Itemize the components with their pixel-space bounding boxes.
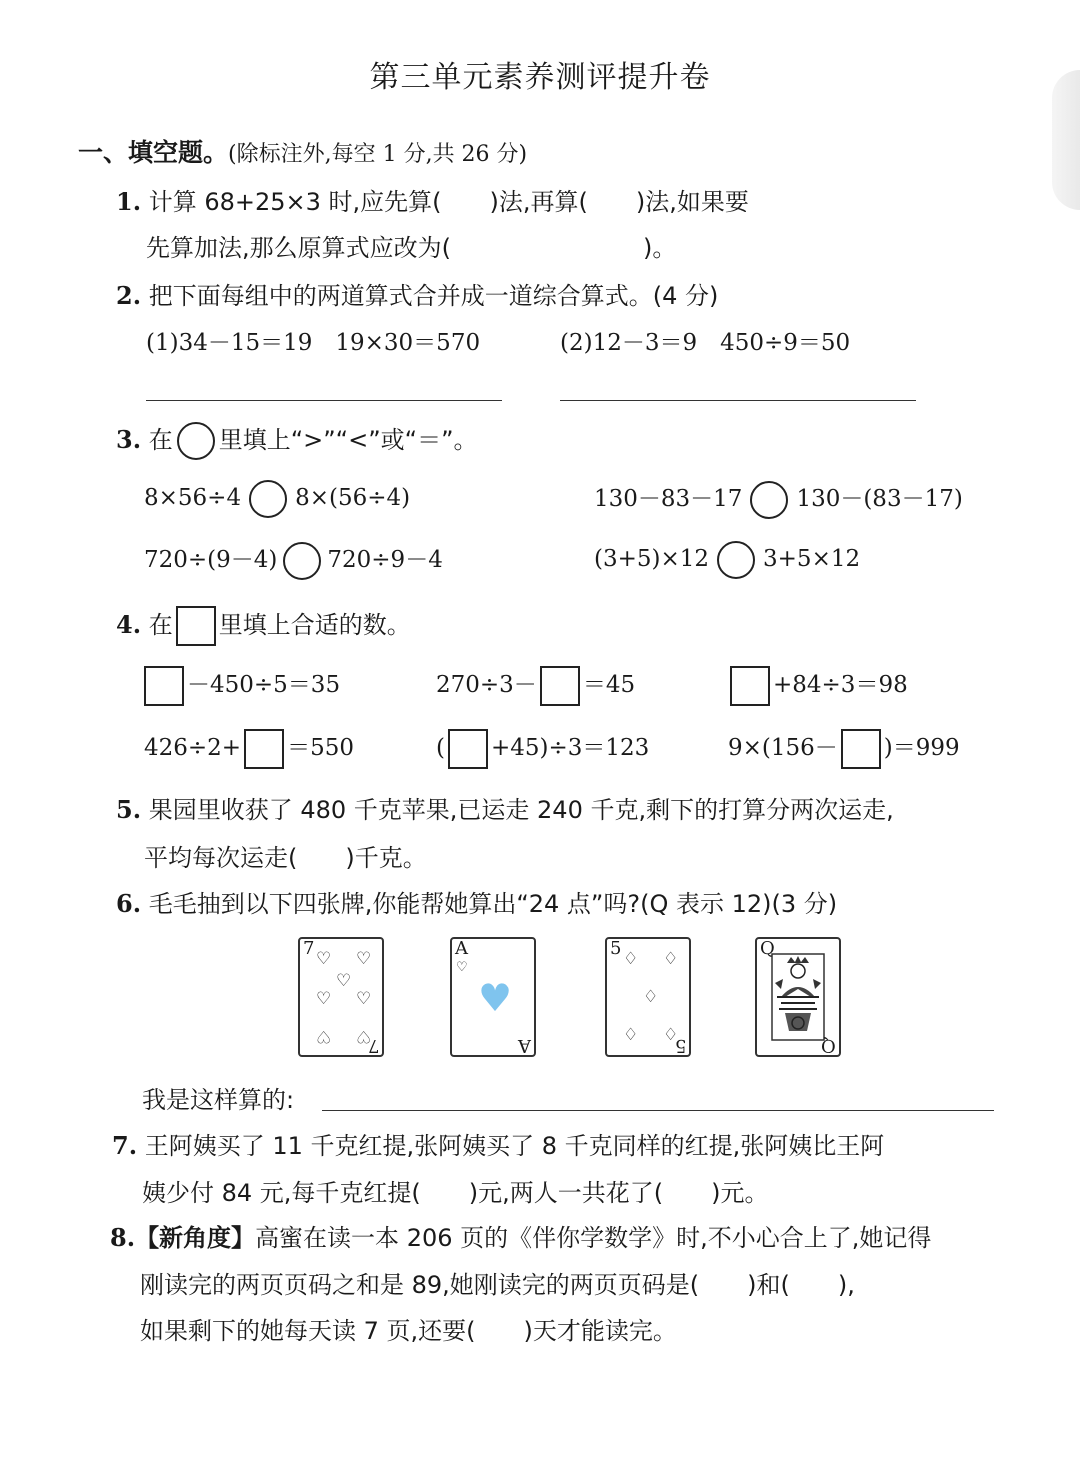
expression: 8×(56÷4) [295,485,411,511]
circle-sample [177,422,215,460]
new-angle-tag: 【新角度】 [135,1224,256,1252]
expression: 720÷(9－4) [144,547,278,573]
card-rank: 5 [674,1035,686,1056]
question-number: 2. [116,281,142,310]
section-title: 一、填空题。 [78,138,229,167]
expression: 130－(83－17) [796,486,963,512]
answer-line-24-points[interactable] [322,1110,994,1111]
diamond-icon: ♢ [623,949,639,969]
expression: 3+5×12 [763,546,861,572]
playing-card-queen-hearts [755,937,841,1057]
question-6 [116,884,837,919]
heart-icon: ♡ [336,971,352,991]
compare-circle[interactable] [750,481,788,519]
question-3 [116,420,478,460]
compare-row-2-left [144,541,443,580]
compare-row-1-left [144,480,410,518]
question-number: 6. [116,889,142,918]
compare-circle[interactable] [249,480,287,518]
question-text: 毛毛抽到以下四张牌,你能帮她算出“24 点”吗?(Q 表示 12)(3 分) [148,890,838,918]
question-7-line-2: 姨少付 84 元,每千克红提( )元,两人一共花了( )元。 [142,1179,769,1207]
heart-icon: ♡ [456,960,468,975]
answer-label: 我是这样算的: [142,1086,295,1114]
question-text-a: 在 [148,426,173,454]
fill-box[interactable] [244,729,284,769]
expression: +84÷3＝98 [773,672,908,698]
compare-row-2-right [594,541,860,579]
question-text: 果园里收获了 480 千克苹果,已运走 240 千克,剩下的打算分两次运走, [148,796,894,824]
expression: ( [436,735,445,761]
heart-icon: ♥ [478,976,513,1020]
expression: 130－83－17 [594,486,743,512]
section-note: (除标注外,每空 1 分,共 26 分) [228,142,528,167]
fill-box[interactable] [448,729,488,769]
question-7-line-1 [112,1126,884,1161]
heart-icon: ♡ [356,989,372,1009]
question-number: 3. [116,425,142,454]
question-1-line-1 [116,182,749,217]
question-8-line-1 [110,1218,931,1253]
question-text-b: 里填上“>”“<”或“＝”。 [218,426,478,454]
expression: 270÷3－ [436,672,537,698]
fill-box[interactable] [730,666,770,706]
fill-box[interactable] [144,666,184,706]
question-number: 7. [112,1131,138,1160]
question-1-line-2: 先算加法,那么原算式应改为( )。 [146,234,677,262]
question-2-group-1: (1)34－15＝19 19×30＝570 [146,330,481,356]
card-rank: A [455,938,468,959]
playing-card-5-diamonds [605,937,691,1057]
question-8-line-2: 刚读完的两页页码之和是 89,她刚读完的两页页码是( )和( ), [140,1271,855,1299]
expression: (3+5)×12 [594,546,710,572]
expression: －450÷5＝35 [187,672,341,698]
expression: +45)÷3＝123 [490,735,650,761]
fill-row-2-col-1 [144,729,354,769]
question-text: 计算 68+25×3 时,应先算( )法,再算( )法,如果要 [148,188,749,216]
expression: 426÷2+ [144,735,242,761]
question-number: 4. [116,610,142,639]
diamond-icon: ♢ [663,949,679,969]
question-text-a: 在 [148,611,173,639]
queen-figure-icon [771,953,825,1041]
fill-row-2-col-3 [728,729,960,769]
card-rank: 7 [303,938,315,959]
expression: 8×56÷4 [144,485,242,511]
compare-circle[interactable] [283,542,321,580]
question-text: 高蜜在读一本 206 页的《伴你学数学》时,不小心合上了,她记得 [255,1224,932,1252]
expression: 720÷9－4 [327,547,443,573]
compare-row-1-right [594,480,963,519]
question-2-group-2: (2)12－3＝9 450÷9＝50 [560,330,851,356]
playing-card-7-hearts [298,937,384,1057]
heart-icon: ♡ [316,1026,332,1046]
question-number: 8. [110,1223,136,1252]
question-text: 王阿姨买了 11 千克红提,张阿姨买了 8 千克同样的红提,张阿姨比王阿 [144,1132,885,1160]
question-number: 5. [116,795,142,824]
fill-row-1-col-3 [730,666,908,706]
answer-line-2[interactable] [560,400,916,401]
question-5-line-2: 平均每次运走( )千克。 [144,844,427,872]
heart-icon: ♡ [356,1026,372,1046]
question-text: 把下面每组中的两道算式合并成一道综合算式。(4 分) [148,282,719,310]
diamond-icon: ♢ [663,1025,679,1045]
fill-row-1-col-2 [436,666,635,706]
question-4 [116,605,411,646]
heart-icon: ♡ [316,989,332,1009]
compare-circle[interactable] [717,541,755,579]
card-rank: Q [821,1035,836,1056]
answer-line-1[interactable] [146,400,502,401]
question-number: 1. [116,187,142,216]
section-heading [78,133,527,169]
expression: 9×(156－ [728,735,838,761]
expression: ＝45 [582,672,636,698]
question-2 [116,276,718,311]
diamond-icon: ♢ [623,1025,639,1045]
fill-row-2-col-2 [436,729,649,769]
page-title: 第三单元素养测评提升卷 [369,60,711,95]
question-8-line-3: 如果剩下的她每天读 7 页,还要( )天才能读完。 [140,1317,677,1345]
expression: )＝999 [883,735,960,761]
playing-card-ace-hearts [450,937,536,1057]
question-text-b: 里填上合适的数。 [218,611,411,639]
expression: ＝550 [287,735,354,761]
card-rank: 5 [610,938,622,959]
fill-box[interactable] [540,666,580,706]
fill-box[interactable] [841,729,881,769]
fill-row-1-col-1 [144,666,340,706]
diamond-icon: ♢ [643,987,659,1007]
question-5-line-1 [116,790,894,825]
heart-icon: ♡ [356,949,372,969]
card-rank: 7 [367,1035,379,1056]
card-rank: A [518,1035,531,1056]
box-sample [176,606,216,646]
heart-icon: ♡ [316,949,332,969]
card-rank: Q [760,938,775,959]
